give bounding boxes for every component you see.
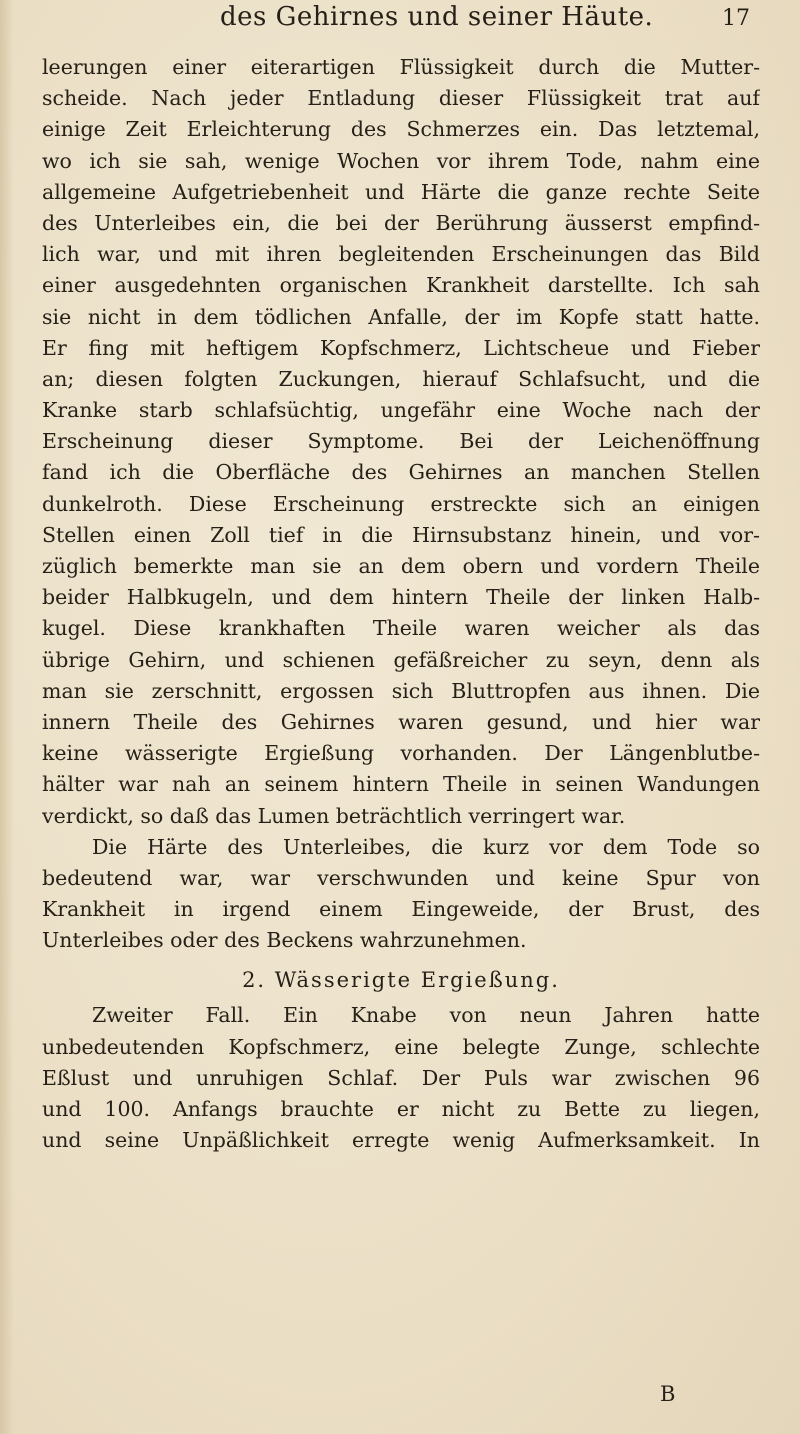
text-line: sie nicht in dem tödlichen Anfalle, der im Kopfe statt hatte. xyxy=(42,304,760,329)
text-line: allgemeine Aufgetriebenheit und Härte die ganze rechte Seite xyxy=(42,179,760,204)
text-line: kugel. Diese krankhaften Theile waren weicher als das xyxy=(42,616,760,641)
text-line: an; diesen folgten Zuckungen, hierauf Schlafsucht, und die xyxy=(42,366,760,391)
paragraph-2 xyxy=(42,832,760,957)
text-line: einer ausgedehnten organischen Krankheit darstellte. Ich sah xyxy=(42,273,760,298)
text-line: Die Härte des Unterleibes, die kurz vor dem Tode so xyxy=(92,834,760,859)
text-line: Er fing mit heftigem Kopfschmerz, Lichtscheue und Fieber xyxy=(42,335,760,360)
text-line: hälter war nah an seinem hintern Theile in seinen Wandungen xyxy=(42,772,760,797)
text-line: Zweiter Fall. Ein Knabe von neun Jahren hatte xyxy=(92,1003,760,1028)
text-line: fand ich die Oberfläche des Gehirnes an manchen Stellen xyxy=(42,460,760,485)
text-line: lich war, und mit ihren begleitenden Erscheinungen das Bild xyxy=(42,242,760,267)
text-line: Stellen einen Zoll tief in die Hirnsubstanz hinein, und vor- xyxy=(42,522,760,547)
text-line: Krankheit in irgend einem Eingeweide, der Brust, des xyxy=(42,897,760,922)
body-text xyxy=(42,52,760,1156)
text-line: übrige Gehirn, und schienen gefäßreicher zu seyn, denn als xyxy=(42,647,760,672)
page-number: 17 xyxy=(722,6,750,31)
paragraph-3 xyxy=(42,1000,760,1156)
text-line: scheide. Nach jeder Entladung dieser Flüssigkeit trat auf xyxy=(42,86,760,111)
text-line: unbedeutenden Kopfschmerz, eine belegte Zunge, schlechte xyxy=(42,1034,760,1059)
running-head: des Gehirnes und seiner Häute. xyxy=(220,2,654,32)
text-line: Erscheinung dieser Symptome. Bei der Leichenöffnung xyxy=(42,429,760,454)
text-line: leerungen einer eiterartigen Flüssigkeit durch die Mutter- xyxy=(42,55,760,79)
text-line: man sie zerschnitt, ergossen sich Bluttropfen aus ihnen. Die xyxy=(42,678,760,703)
text-line: bedeutend war, war verschwunden und keine Spur von xyxy=(42,865,760,890)
text-line: des Unterleibes ein, die bei der Berührung äusserst empfind- xyxy=(42,210,760,235)
text-line: einige Zeit Erleichterung des Schmerzes ein. Das letztemal, xyxy=(42,117,760,142)
section-heading: 2. Wässerigte Ergießung. xyxy=(242,968,560,993)
text-line: Unterleibes oder des Beckens wahrzunehmen. xyxy=(42,928,527,953)
paragraph-1 xyxy=(42,52,760,832)
text-line: beider Halbkugeln, und dem hintern Theile der linken Halb- xyxy=(42,585,760,610)
text-line: Eßlust und unruhigen Schlaf. Der Puls war zwischen 96 xyxy=(42,1065,760,1090)
text-line: und seine Unpäßlichkeit erregte wenig Aufmerksamkeit. In xyxy=(42,1128,760,1153)
text-line: Kranke starb schlafsüchtig, ungefähr eine Woche nach der xyxy=(42,398,760,423)
text-line: dunkelroth. Diese Erscheinung erstreckte sich an einigen xyxy=(42,491,760,516)
text-line: und 100. Anfangs brauchte er nicht zu Bette zu liegen, xyxy=(42,1097,760,1121)
text-line: keine wässerigte Ergießung vorhanden. Der Längenblutbe- xyxy=(42,741,760,766)
page-edge-shadow xyxy=(0,0,14,1434)
text-line: züglich bemerkte man sie an dem obern und vordern Theile xyxy=(42,554,760,578)
text-line: wo ich sie sah, wenige Wochen vor ihrem Tode, nahm eine xyxy=(42,148,760,173)
text-line: innern Theile des Gehirnes waren gesund, und hier war xyxy=(42,709,760,734)
text-line: verdickt, so daß das Lumen beträchtlich verringert war. xyxy=(42,803,626,828)
signature-mark: B xyxy=(660,1382,676,1406)
